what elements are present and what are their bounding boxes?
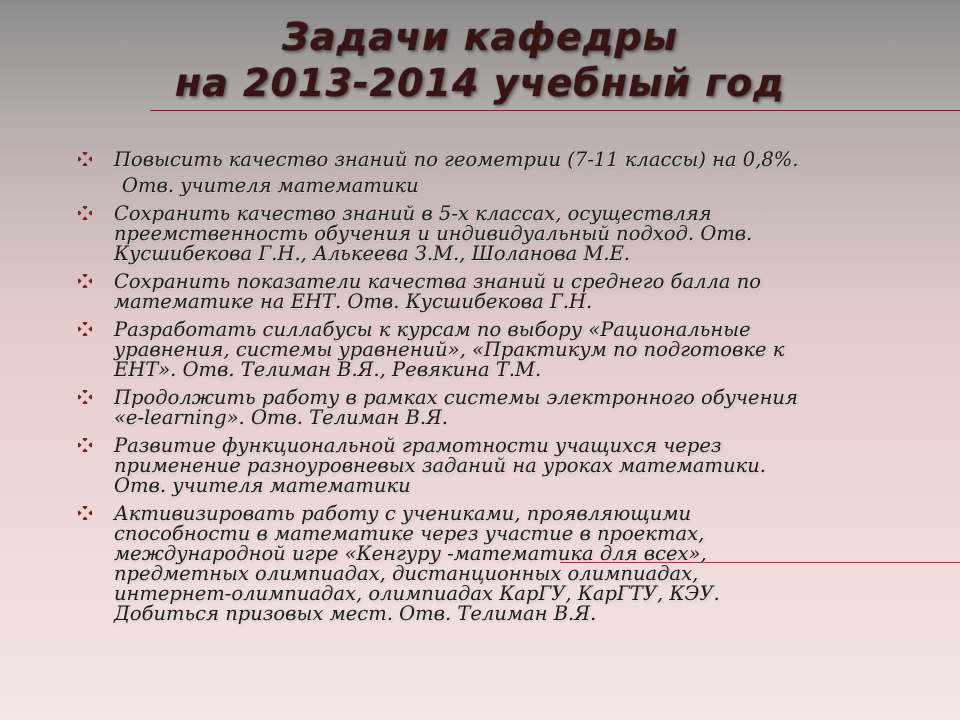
list-item-line: способности в математике через участие в проектах,: [114, 522, 705, 545]
title-line-1: Задачи кафедры: [281, 15, 679, 59]
diamond-cluster-icon: [78, 274, 92, 288]
list-item-line: Активизировать работу с учениками, проявляющими: [114, 502, 692, 525]
diamond-cluster-icon: [78, 152, 92, 166]
list-item-line: Отв. учителя математики: [114, 474, 411, 497]
list-item-line: уравнения, системы уравнений», «Практикум по подготовке к: [114, 338, 785, 361]
diamond-cluster-icon: [78, 438, 92, 452]
list-item: [78, 320, 918, 380]
diamond-cluster-icon: [78, 506, 92, 520]
list-item: [78, 150, 918, 170]
list-item-line: Разработать силлабусы к курсам по выбору «Рациональные: [114, 318, 751, 341]
list-item-note: Отв. учителя математики: [122, 174, 419, 197]
list-item-line: международной игре «Кенгуру -математика для всех»,: [114, 542, 707, 565]
list-item-line: Кусшибекова Г.Н., Алькеева З.М., Шоланова М.Е.: [114, 242, 631, 265]
list-item-line: предметных олимпиадах, дистанционных олимпиадах,: [114, 562, 699, 585]
list-item: [78, 436, 918, 496]
list-item: [78, 204, 918, 264]
list-item-line: преемственность обучения и индивидуальный подход. Отв.: [114, 222, 753, 245]
list-item: [78, 504, 918, 624]
diamond-cluster-icon: [78, 390, 92, 404]
task-list: [78, 150, 918, 632]
list-item-line: ЕНТ». Отв. Телиман В.Я., Ревякина Т.М.: [114, 358, 542, 381]
list-item-line: математике на ЕНТ. Отв. Кусшибекова Г.Н.: [114, 290, 593, 313]
list-item-line: Сохранить показатели качества знаний и среднего балла по: [114, 270, 762, 293]
title-divider: [150, 110, 960, 111]
title-line-2: на 2013-2014 учебный год: [175, 61, 785, 105]
slide-title: [0, 14, 960, 106]
diamond-cluster-icon: [78, 206, 92, 220]
list-item-line: Продолжить работу в рамках системы электронного обучения: [114, 386, 798, 409]
list-item-line: Сохранить качество знаний в 5-х классах, осуществляя: [114, 202, 712, 225]
list-item-line: применение разноуровневых заданий на уроках математики.: [114, 454, 767, 477]
list-item-line: интернет-олимпиадах, олимпиадах КарГУ, КарГТУ, КЭУ.: [114, 582, 720, 605]
list-item-line: Повысить качество знаний по геометрии (7-11 классы) на 0,8%.: [114, 148, 799, 171]
list-item: [78, 388, 918, 428]
list-item-line: Развитие функциональной грамотности учащихся через: [114, 434, 722, 457]
list-item-line: Добиться призовых мест. Отв. Телиман В.Я.: [114, 602, 597, 625]
list-item: [78, 272, 918, 312]
list-item-line: «e-learning». Отв. Телиман В.Я.: [114, 406, 449, 429]
diamond-cluster-icon: [78, 322, 92, 336]
